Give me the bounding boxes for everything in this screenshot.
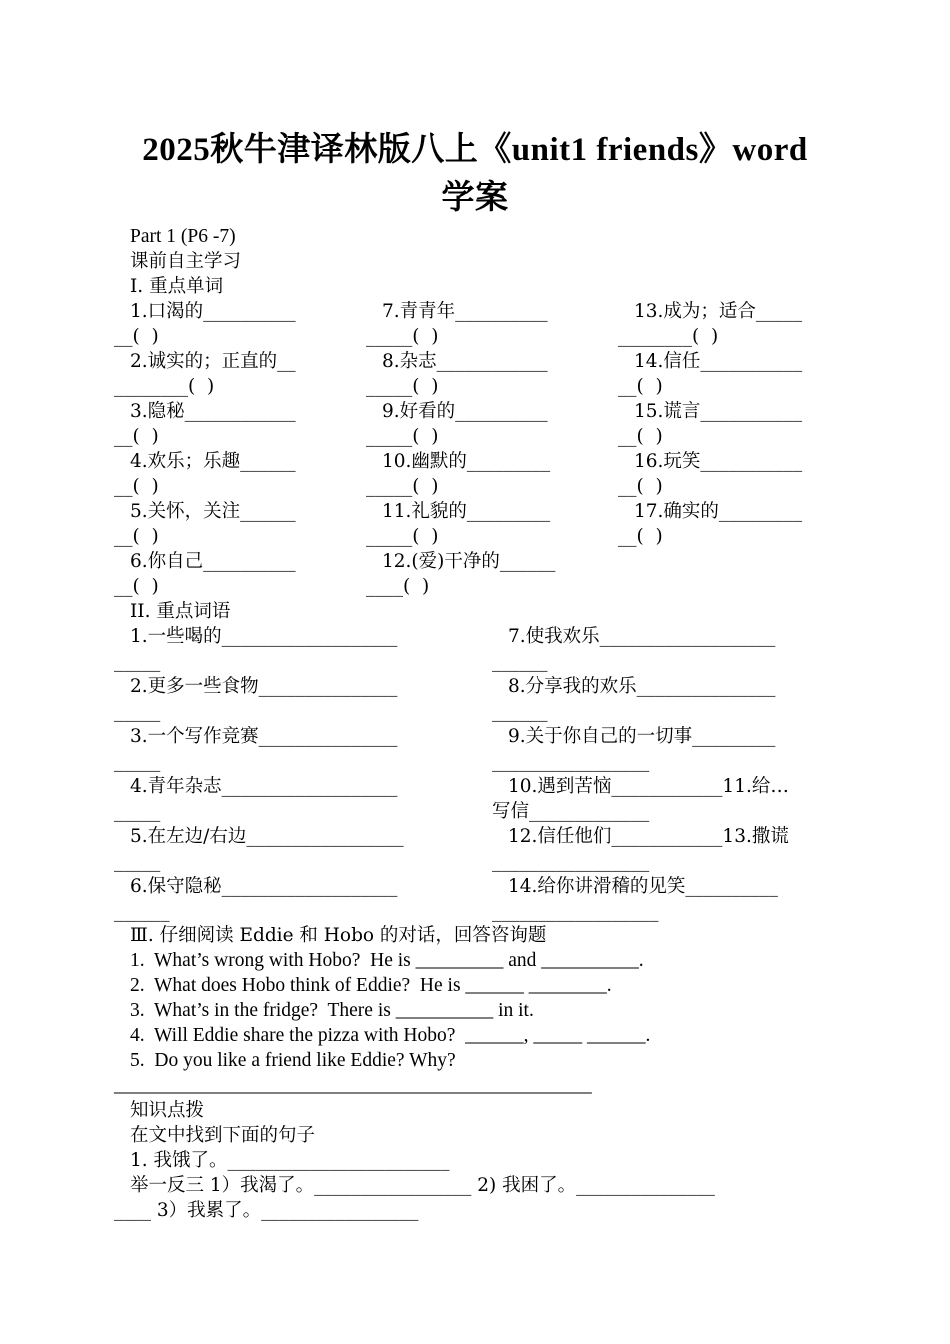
vocab-blank: __( ) bbox=[114, 576, 159, 597]
question-item: 1. What’s wrong with Hobo? He is _________ and __________. bbox=[130, 950, 644, 971]
answer-line: _________________________________________________ bbox=[114, 1075, 592, 1096]
phrase-item: 6.保守隐秘___________________ bbox=[130, 876, 398, 897]
vocab-item: 11.礼貌的_________ bbox=[382, 501, 551, 522]
vocab-item: 7.青青年__________ bbox=[382, 301, 548, 322]
vocab-item: 1.口渴的__________ bbox=[130, 301, 296, 322]
vocab-blank: _____( ) bbox=[366, 526, 439, 547]
question-item: 4. Will Eddie share the pizza with Hobo? ______, _____ ______. bbox=[130, 1025, 651, 1046]
knowledge-item: 举一反三 1）我渴了。_________________ 2) 我困了。_______________ bbox=[130, 1175, 715, 1196]
question-item: 3. What’s in the fridge? There is __________ in it. bbox=[130, 1000, 534, 1021]
vocab-item: 15.谎言___________ bbox=[634, 401, 803, 422]
vocab-blank: __( ) bbox=[618, 426, 663, 447]
phrase-blank: _________________ bbox=[492, 851, 650, 872]
knowledge-item: 1. 我饿了。________________________ bbox=[130, 1150, 450, 1171]
vocab-blank: _____( ) bbox=[366, 326, 439, 347]
vocab-item: 8.杂志____________ bbox=[382, 351, 548, 372]
phrase-blank: __________________ bbox=[492, 901, 659, 922]
phrase-blank: ______ bbox=[492, 651, 548, 672]
vocab-blank: ________( ) bbox=[618, 326, 719, 347]
phrase-blank: _____ bbox=[114, 701, 161, 722]
knowledge-item: ____ 3）我累了。_________________ bbox=[114, 1200, 419, 1221]
phrase-item: 4.青年杂志___________________ bbox=[130, 776, 398, 797]
vocab-item: 5.关怀，关注______ bbox=[130, 501, 296, 522]
vocab-item: 10.幽默的_________ bbox=[382, 451, 551, 472]
title-line-1: 2025秋牛津译林版八上《unit1 friends》word bbox=[142, 132, 808, 168]
phrase-item: 10.遇到苦恼____________11.给… bbox=[508, 776, 789, 797]
phrase-blank: ______ bbox=[114, 901, 170, 922]
question-item: 5. Do you like a friend like Eddie? Why? bbox=[130, 1050, 456, 1071]
phrase-blank: 写信_____________ bbox=[492, 801, 650, 822]
vocab-blank: _____( ) bbox=[366, 476, 439, 497]
section-1-heading: I. 重点单词 bbox=[130, 276, 224, 297]
vocab-item: 2.诚实的；正直的__ bbox=[130, 351, 296, 372]
vocab-item: 3.隐秘____________ bbox=[130, 401, 296, 422]
vocab-item: 16.玩笑___________ bbox=[634, 451, 803, 472]
phrase-item: 2.更多一些食物_______________ bbox=[130, 676, 398, 697]
phrase-blank: _____ bbox=[114, 651, 161, 672]
vocab-blank: __( ) bbox=[114, 526, 159, 547]
vocab-item: 9.好看的__________ bbox=[382, 401, 548, 422]
phrase-item: 9.关于你自己的一切事_________ bbox=[508, 726, 776, 747]
vocab-item: 6.你自己__________ bbox=[130, 551, 296, 572]
page-title bbox=[100, 126, 850, 222]
phrase-blank: _____ bbox=[114, 851, 161, 872]
vocab-blank: ____( ) bbox=[366, 576, 430, 597]
section-3-heading: Ⅲ. 仔细阅读 Eddie 和 Hobo 的对话，回答咨询题 bbox=[130, 925, 547, 946]
phrase-blank: _____ bbox=[114, 801, 161, 822]
phrase-item: 12.信任他们____________13.撒谎 bbox=[508, 826, 789, 847]
vocab-blank: __( ) bbox=[114, 326, 159, 347]
vocab-blank: _____( ) bbox=[366, 376, 439, 397]
vocab-blank: __( ) bbox=[114, 426, 159, 447]
phrase-item: 5.在左边/右边_________________ bbox=[130, 826, 404, 847]
title-line-2: 学案 bbox=[441, 180, 509, 216]
vocab-blank: __( ) bbox=[618, 476, 663, 497]
phrase-item: 8.分享我的欢乐_______________ bbox=[508, 676, 776, 697]
vocab-blank: __( ) bbox=[618, 376, 663, 397]
vocab-blank: ________( ) bbox=[114, 376, 215, 397]
phrase-item: 3.一个写作竞赛_______________ bbox=[130, 726, 398, 747]
vocab-blank: _____( ) bbox=[366, 426, 439, 447]
vocab-item: 17.确实的_________ bbox=[634, 501, 803, 522]
pre-study-label: 课前自主学习 bbox=[130, 251, 242, 272]
vocab-item: 4.欢乐；乐趣______ bbox=[130, 451, 296, 472]
part-label: Part 1 (P6 -7) bbox=[130, 226, 236, 247]
vocab-blank: __( ) bbox=[618, 526, 663, 547]
phrase-item: 1.一些喝的___________________ bbox=[130, 626, 398, 647]
knowledge-instruction: 在文中找到下面的句子 bbox=[130, 1125, 316, 1146]
section-2-heading: II. 重点词语 bbox=[130, 601, 231, 622]
vocab-item: 14.信任___________ bbox=[634, 351, 803, 372]
phrase-blank: ______ bbox=[492, 701, 548, 722]
vocab-blank: __( ) bbox=[114, 476, 159, 497]
vocab-item: 12.(爱)干净的______ bbox=[382, 551, 556, 572]
phrase-blank: _____ bbox=[114, 751, 161, 772]
phrase-item: 7.使我欢乐___________________ bbox=[508, 626, 776, 647]
question-item: 2. What does Hobo think of Eddie? He is ______ ________. bbox=[130, 975, 612, 996]
knowledge-heading: 知识点拨 bbox=[130, 1100, 205, 1121]
vocab-item: 13.成为；适合_____ bbox=[634, 301, 803, 322]
phrase-item: 14.给你讲滑稽的见笑__________ bbox=[508, 876, 778, 897]
phrase-blank: _________________ bbox=[492, 751, 650, 772]
